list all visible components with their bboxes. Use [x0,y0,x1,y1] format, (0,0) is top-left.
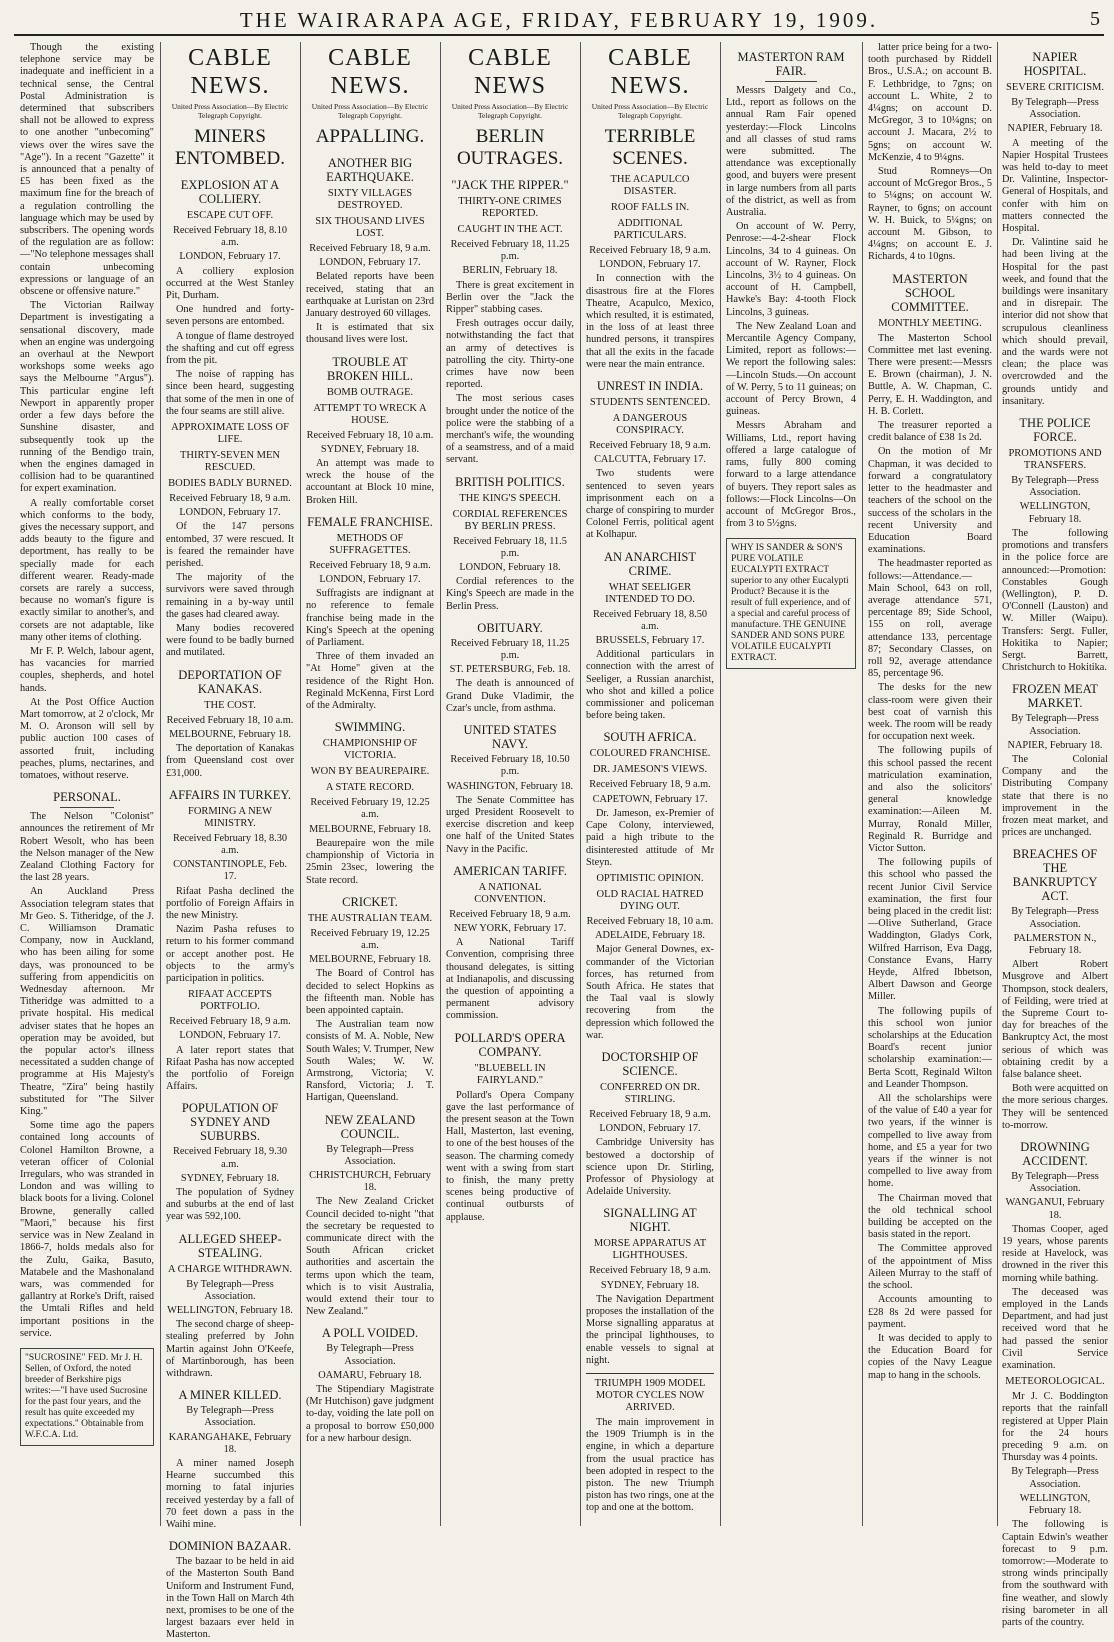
paragraph: A colliery explosion occurred at the West Stanley Pit, Durham. [166,265,294,302]
dateline: Received February 18, 9.30 a.m. [172,1146,288,1170]
dateline: Received February 18, 9 a.m. [589,440,711,452]
paragraph: The Victorian Railway Department is investigating a sensational discovery, made when an engine was undergoing an overhaul at the Newport workshops some weeks ago says the Melbourne "Argus"). This particular engine left Newport in apparently proper order a few days before the Sunshine disaster, and subsequently took up the running of the Bendigo train, when the engines damaged in collision had to be quarantined for expert examination. [20,300,154,495]
dateline: Received February 18, 9 a.m. [309,243,431,254]
headline: CRICKET. [342,894,398,909]
subheading: APPROXIMATE LOSS OF LIFE. [171,422,289,446]
headline: UNREST IN INDIA. [596,379,704,394]
headline: SWIMMING. [334,720,406,735]
paragraph: Three of them invaded an "At Home" given at the residence of the Right Hon. Reginald McKenna, First Lord of the Admiralty. [306,651,434,712]
paragraph: An attempt was made to wreck the house of the accountant at Block 10 mine, Broken Hill. [306,458,434,506]
dateline: SYDNEY, February 18. [320,443,420,455]
dateline: By Telegraph—Press Association. [1011,1466,1099,1490]
subheading: WON BY BEAUREPAIRE. [310,766,430,778]
headline: TROUBLE AT BROKEN HILL. [326,354,414,383]
dateline: By Telegraph—Press Association. [186,1278,274,1302]
subheading: FORMING A NEW MINISTRY. [187,805,272,829]
subheading: A NATIONAL CONVENTION. [474,881,546,905]
subheading: OPTIMISTIC OPINION. [596,872,704,884]
subheading: BODIES BADLY BURNED. [168,478,292,490]
paragraph: Nazim Pasha refuses to return to his former command or accept another post. He objects to the army's participation in politics. [166,924,294,984]
paragraph: It was decided to apply to the Education Board for copies of the Navy League map to hang in the schools. [868,1332,992,1381]
paragraph: The Committee approved of the appointment of Miss Aileen Murray to the staff of the school. [868,1243,992,1292]
subheading: SEVERE CRITICISM. [1005,82,1104,93]
paragraph: The Masterton School Committee met last evening. There were present:—Messrs E. Brown (chairman), J. N. Buttle, A. W. Chapman, C. Perry, E. H. Waddington, and H. B. Corlett. [868,332,992,417]
paragraph: The deportation of Kanakas from Queensland cost over £31,000. [166,743,294,779]
headline: FROZEN MEAT MARKET. [1012,682,1098,711]
paragraph: The New Zealand Cricket Council decided to-night "that the secretary be requested to communicate direct with the South African cricket authorities and ascertain the terms upon which the team, which is to visit Australia, would extend their tour to New Zealand." [306,1196,434,1318]
headline: NAPIER HOSPITAL. [1023,50,1087,78]
paragraph: The Board of Control has decided to select Hopkins as the fifteenth man. Noble has been appointed captain. [306,968,434,1016]
paragraph: There is great excitement in Berlin over the "Jack the Ripper" stabbing cases. [446,279,574,316]
dateline: SYDNEY, February 18. [600,1279,700,1291]
paragraph: In connection with the disastrous fire at the Flores Theatre, Acapulco, Mexico, which resulted, it is estimated, in the loss of at least three hundred persons, it transpires that all the exits in the facade were near the main entrance. [586,273,714,370]
dateline: By Telegraph—Press Association. [326,1143,414,1167]
paragraph: The Colonial Company and the Distributing Company state that there is no improvement in the frozen meat market, and prices are unchanged. [1002,753,1108,839]
subheading: STUDENTS SENTENCED. [589,397,711,409]
headline: AFFAIRS IN TURKEY. [169,787,291,802]
paragraph: The following promotions and transfers in the police force are announced:—Promotion: Constables Gough (Wellington), P. D. O'Connell (Lauston) and W. Miller (Waipu). Transfers: Sergt. Fuller, Hokitika to Napier; Sergt. Barrett, Christchurch to Hokitika. [1002,527,1108,674]
subheading: A DANGEROUS CONSPIRACY. [612,413,688,437]
paragraph: The Senate Committee has urged President Roosevelt to exercise discretion and keep one half of the United States Navy in the Pacific. [446,794,574,855]
cable-news-title: CABLE NEWS. [188,45,272,99]
subheading: A STATE RECORD. [325,782,415,794]
paragraph: The Chairman moved that the old technical school building be accepted on the basis stated in the report. [868,1192,992,1241]
dateline: ST. PETERSBURG, Feb. 18. [449,664,571,676]
subheading: RIFAAT ACCEPTS PORTFOLIO. [188,989,272,1013]
dateline: Received February 18, 10 a.m. [306,429,434,441]
paragraph: The main improvement in the 1909 Triumph is in the engine, in which a departure from the usual practice has been adopted in respect to the piston. The new Triumph piston has two rings, one at the top and one at the bottom. [586,1416,714,1514]
paragraph: Rifaat Pasha declined the portfolio of Foreign Affairs in the new Ministry. [166,885,294,921]
paragraph: The Stipendiary Magistrate (Mr Hutchison) gave judgment to-day, voiding the late poll on a proposal to borrow £50,000 for a new harbour design. [306,1384,434,1444]
subheading: THE KING'S SPEECH. [459,492,561,504]
paragraph: Two students were sentenced to seven years imprisonment each on a charge of conspiring to murder Colonel Ferris, political agent at Kolhapur. [586,468,714,541]
dateline: Received February 18, 8.30 a.m. [172,832,288,856]
subheading: ESCAPE CUT OFF. [186,210,274,221]
dateline: Received February 18, 9 a.m. [169,493,291,505]
cable-news-title: CABLE NEWS. [608,45,692,99]
paragraph: The following pupils of this school passed the recent matriculation examination, and also the solicitors' general knowledge examination:—Aileen M. Murray, Ronald Miller, Reginald R. Burridge and Victor Sutton. [868,745,992,854]
paragraph: Accounts amounting to £28 8s 2d were passed for payment. [868,1294,992,1330]
headline: DEPORTATION OF KANAKAS. [178,667,282,696]
dateline: By Telegraph—Press Association. [1011,713,1099,737]
paragraph: A National Tariff Convention, comprising three thousand delegates, is sitting at Indianapolis, and discussing the question of appointing a permanent advisory commission. [446,937,574,1022]
subheading: OLD RACIAL HATRED DYING OUT. [596,888,704,912]
headline: ALLEGED SHEEP-STEALING. [178,1231,282,1260]
dateline: LONDON, February 17. [179,507,281,519]
paragraph: A meeting of the Napier Hospital Trustees was held to-day to meet Dr. Valintine, Inspector-General of Hospitals, and confer with him on matters connected the Hospital. [1002,137,1108,235]
paragraph: The majority of the survivors were saved through remaining in a by-way until the gases had cleared away. [166,572,294,620]
dateline: Received February 18, 11.5 p.m. [453,535,567,559]
dateline: NAPIER, February 18. [1007,739,1103,751]
paragraph: The desks for the new class-room were given their best coat of varnish this week. The room will be ready for occupation next week. [868,682,992,743]
paragraph: The following pupils of this school who passed the recent Junior Civil Service examination, the first four being placed in the credit list:—Olive Sutherland, Grace Waddington, Gladys Cork, Wilfred Harrison, Eva Dagg, Constance Evans, Harry Heyde, Alfred Ibbetson, Albert Dawson and George Miller. [868,857,992,1003]
paragraph: Though the existing telephone service may be inadequate and inefficient in a technical sense, the Central Postal Administration is determined that subscribers shall not be allowed to express to one another "unbecoming" views over the wires save the "Age"). In a recent "Gazette" it is announced that a penalty of £5 has been fixed as the maximum fine for the breach of a regulation controlling the language which may be used by subscribers. The opening words of the regulation are as follow:—"No telephone messages shall contain unbecoming expressions or language of an obscene or offensive nature." [20,42,154,298]
paragraph: Dr. Jameson, ex-Premier of Cape Colony, interviewed, paid a high tribute to the disinterested attitude of Mr Steyn. [586,807,714,868]
headline: BERLIN OUTRAGES. [456,126,564,169]
headline: NEW ZEALAND COUNCIL. [324,1112,416,1141]
dateline: LONDON, February 17. [179,1030,281,1042]
column-8 [1002,42,1108,1628]
subheading: PROMOTIONS AND TRANSFERS. [1008,448,1102,472]
dateline: By Telegraph—Press Association. [1011,475,1099,499]
dateline: By Telegraph—Press Association. [186,1405,274,1429]
paragraph: The Navigation Department proposes the installation of the Morse signalling apparatus at the principal lighthouses, to enable vessels to signal at night. [586,1293,714,1366]
dateline: BERLIN, February 18. [462,265,558,277]
column-4 [446,42,574,1526]
paragraph: Cordial references to the King's Speech are made in the Berlin Press. [446,576,574,612]
paragraph: Some time ago the papers contained long accounts of Colonel Hamilton Browne, a veteran officer of Colonial Irregulars, who was stranded in London and was willing to black boots for a living. Colonel Browne, generally called "Maori," because his first service was in New Zealand in 1866-7, holds medals also for the Zulu, Gaika, Basuto, Matabele and the Mashonaland wars, was commended for gallantry at Rorke's Drift, raised the Umtali Rifles and held important positions in the service. [20,1120,154,1339]
paragraph: Major General Downes, ex-commander of the Victorian forces, has returned from South Africa. He states that the Taal vaal is slowly recovering from the depression which followed the war. [586,944,714,1041]
dateline: MELBOURNE, February 18. [309,823,431,835]
subheading: THE ACAPULCO DISASTER. [610,174,690,197]
section-heading: PERSONAL. [53,790,121,805]
subheading: CHAMPIONSHIP OF VICTORIA. [322,738,418,762]
headline: SIGNALLING AT NIGHT. [603,1206,697,1235]
dateline: MELBOURNE, February 18. [309,954,431,966]
paragraph: Albert Robert Musgrove and Albert Thompson, stock dealers, of Feilding, were tried at the Supreme Court to-day for breaches of the Bankruptcy Act, the most serious of which was obtaining credit by a false balance sheet. [1002,959,1108,1080]
page-number: 5 [1090,8,1100,30]
dateline: By Telegraph—Press Association. [1011,1171,1099,1195]
dateline: Received February 18, 10 a.m. [586,915,714,927]
dateline: CAPETOWN, February 17. [592,793,708,805]
dateline: Received February 19, 12.25 a.m. [310,927,430,951]
subheading: CAUGHT IN THE ACT. [457,224,563,235]
paragraph: The treasurer reported a credit balance of £38 1s 2d. [868,420,992,444]
dateline: SYDNEY, February 18. [180,1172,280,1184]
dateline: Received February 18, 8.50 a.m. [592,608,708,632]
paragraph: The Australian team now consists of M. A. Noble, New South Wales; V. Trumper, New South Wales; W. W. Armstrong, Victoria; V. Ransford, Victoria; J. T. Hartigan, Queensland. [306,1019,434,1104]
headline: FEMALE FRANCHISE. [307,514,433,529]
subheading: THE AUSTRALIAN TEAM. [307,912,433,924]
dateline: Received February 18, 10.50 p.m. [450,754,570,778]
subheading: SIX THOUSAND LIVES LOST. [315,216,425,239]
credit-line: United Press Association—By Electric Telegraph Copyright. [451,102,569,120]
paragraph: A later report states that Rifaat Pasha has now accepted the portfolio of Foreign Affairs. [166,1044,294,1093]
advertisement: WHY IS SANDER & SON'S PURE VOLATILE EUCALYPTI EXTRACT superior to any other Eucalypti Product? Because it is the result of full experience, and of a special and careful process of manufacture. THE GENUINE SANDER AND SONS PURE VOLATILE EUCALYPTI EXTRACT. [726,538,856,669]
headline: DROWNING ACCIDENT. [1020,1140,1090,1169]
paragraph: An Auckland Press Association telegram states that Mr Geo. S. Titheridge, of the J. C. Williamson Dramatic Company, now in Auckland, who has been ailing for some days, was pronounced to be suffering from appendicitis on Wednesday afternoon. Mr Titheridge was admitted to a private hospital. His medical adviser states that he hopes an operation may be avoided, but the popular actor's illness necessitated a sudden change of programme at His Majesty's Theatre, "Zira" being hastily substituted for "The Silver King." [20,886,154,1118]
paragraph: The population of Sydney and suburbs at the end of last year was 592,100. [166,1186,294,1223]
subheading: DR. JAMESON'S VIEWS. [592,764,708,776]
subheading: THIRTY-SEVEN MEN RESCUED. [180,450,280,474]
dateline: Received February 18, 9 a.m. [449,908,571,920]
headline: BRITISH POLITICS. [455,474,565,489]
paragraph: The bazaar to be held in aid of the Masterton South Band Uniform and Instrument Fund, in the Town Hall on March 4th next, promises to be one of the largest bazaars ever held in Masterton. [166,1556,294,1641]
subheading: MORSE APPARATUS AT LIGHTHOUSES. [593,1238,707,1262]
headline: SOUTH AFRICA. [603,730,697,745]
credit-line: United Press Association—By Electric Telegraph Copyright. [311,102,429,120]
paragraph: The New Zealand Loan and Mercantile Agency Company, Limited, report as follows:—We report the following sales:—Lincoln Studs.—On account of W. Perry, 5 to 11 guineas; on account of Percy Brown, 4 guineas. [726,320,856,418]
paragraph: A tongue of flame destroyed the shafting and cut off egress from the pit. [166,330,294,367]
paragraph: Thomas Cooper, aged 19 years, whose parents reside at Havelock, was drowned in the river this morning while bathing. [1002,1223,1108,1284]
headline: POPULATION OF SYDNEY AND SUBURBS. [181,1101,279,1144]
headline: APPALLING. [315,126,425,147]
paragraph: Cambridge University has bestowed a doctorship of science upon Dr. Stirling, Professor of Physiology at Adelaide University. [586,1137,714,1198]
paragraph: Suffragists are indignant at no reference to female franchise being made in the King's Speech at the opening of Parliament. [306,588,434,649]
dateline: Received February 18, 9 a.m. [589,1265,711,1277]
dateline: Received February 18, 9 a.m. [589,245,711,256]
dateline: CONSTANTINOPLE, Feb. 17. [173,859,287,883]
headline: DOMINION BAZAAR. [168,1539,292,1554]
headline: THE POLICE FORCE. [1019,416,1091,445]
paragraph: All the scholarships were of the value of £40 a year for two years, if the winner is compelled to live away from home, and £5 a year for two years if the winner is not compelled to live away from home. [868,1093,992,1190]
paragraph: A miner named Joseph Hearne succumbed this morning to fatal injuries received yesterday by a fall of 70 feet down a pass in the Waihi mine. [166,1458,294,1531]
paragraph: Additional particulars in connection with the arrest of Seeliger, a Russian anarchist, who shot and killed a police commissioner and policeman before being taken. [586,649,714,722]
paragraph: A really comfortable corset which conforms to the body, gives the necessary support, and adds beauty to the figure and deportment, has really to be specially made for each different wearer. Ready-made corsets are rarely a success, because no woman's figure is exactly similar to another's, and corsets are not adaptable, like many other items of clothing. [20,497,154,643]
paragraph: The following is Captain Edwin's weather forecast to 9 p.m. tomorrow:—Moderate to strong winds principally from the southward with fine weather, and slowly rising barometer in all parts of the country. [1002,1519,1108,1628]
dateline: LONDON, February 18. [459,562,561,574]
subheading: SIXTY VILLAGES DESTROYED. [327,188,413,211]
column-5 [586,42,714,1526]
subheading: WHAT SEELIGER INTENDED TO DO. [605,581,695,605]
dateline: MELBOURNE, February 18. [169,728,291,740]
paragraph: Both were acquitted on the more serious charges. They will be sentenced to-morrow. [1002,1083,1108,1131]
dateline: NAPIER, February 18. [1007,123,1103,135]
paragraph: Messrs Dalgety and Co., Ltd., report as follows on the annual Ram Fair opened yesterday:—Flock Lincolns and all classes of stud rams were submitted. The attendance was exceptionally good, and buyers were present in large numbers from all parts of the district, as well as from Australia. [726,85,856,219]
cable-news-title: CABLE NEWS [468,45,552,99]
dateline: PALMERSTON N., February 18. [1013,932,1097,956]
paragraph: One hundred and forty-seven persons are entombed. [166,304,294,328]
dateline: LONDON, February 17. [599,1123,701,1135]
dateline: Received February 18, 9 a.m. [169,1016,291,1028]
dateline: WELLINGTON, February 18. [167,1304,293,1316]
paragraph: The noise of rapping has since been heard, suggesting that some of the men in one of the four seams are still alive. [166,369,294,417]
dateline: By Telegraph—Press Association. [1011,97,1099,121]
cable-news-title: CABLE NEWS. [328,45,412,99]
dateline: LONDON, February 17. [599,259,701,271]
dateline: Received February 18, 8.10 a.m. [172,225,288,249]
masthead [14,6,1104,36]
paragraph: The headmaster reported as follows:—Attendance.—Main School, 643 on roll, average attendance 571, percentage 89; Side School, 155 on roll, average attendance 133, percentage 87; Secondary Classes, on roll 92, average attendance 85, percentage 96. [868,558,992,680]
dateline: Received February 18, 10 a.m. [166,714,294,726]
subheading: COLOURED FRANCHISE. [589,748,711,760]
dateline: WELLINGTON, February 18. [1019,501,1091,525]
subheading: METHODS OF SUFFRAGETTES. [329,532,411,556]
dateline: Received February 18, 11.25 p.m. [450,239,570,263]
subheading: A CHARGE WITHDRAWN. [167,1263,293,1275]
dateline: CHRISTCHURCH, February 18. [309,1169,431,1194]
paragraph: Mr F. P. Welch, labour agent, has vacancies for married couples, shepherds, and hotel hands. [20,645,154,694]
headline: TRIUMPH 1909 MODEL MOTOR CYCLES NOW ARRIVED. [594,1377,706,1413]
dateline: CALCUTTA, February 17. [594,454,706,466]
paragraph: The second charge of sheep-stealing preferred by John Martin against John O'Keefe, of Martinborough, has been withdrawn. [166,1319,294,1379]
dateline: By Telegraph—Press Association. [1011,906,1099,930]
headline: AMERICAN TARIFF. [453,863,567,878]
paragraph: Belated reports have been received, stating that an earthquake at Luristan on 23rd January destroyed 60 villages. [306,271,434,320]
dateline: Received February 18, 9 a.m. [309,559,431,571]
dateline: Received February 18, 9 a.m. [589,1108,711,1120]
credit-line: United Press Association—By Electric Telegraph Copyright. [591,102,709,120]
subheading: THE COST. [204,699,256,711]
subheading: MONTHLY MEETING. [878,317,982,329]
paragraph: Many bodies recovered were found to be badly burned and mutilated. [166,623,294,659]
paragraph: Messrs Abraham and Williams, Ltd., report having offered a large catalogue of rams, fully 800 coming forward to a large attendance of buyers. They report sales as follows:—Flock Lincolns—On account of McGregor Bros., from 3 to 5½gns. [726,420,856,530]
paragraph: The most serious cases brought under the notice of the police were the stabbing of a merchant's wife, the wounding of a seamstress, and of a maid servant. [446,393,574,466]
subheading: "JACK THE RIPPER." [451,178,569,192]
credit-line: United Press Association—By Electric Telegraph Copyright. [171,102,289,120]
headline: MASTERTON SCHOOL COMMITTEE. [891,271,969,314]
paragraph: At the Post Office Auction Mart tomorrow, at 2 o'clock, Mr M. O. Aronson will sell by public auction 100 cases of assorted fruit, including peaches, plums, nectarines, and tomatoes, without reserve. [20,696,154,781]
dateline: LONDON, February 17. [319,574,421,586]
subheading: THIRTY-ONE CRIMES REPORTED. [458,196,562,219]
paragraph: On account of W. Perry, Penrose:—4-2-shear Flock Lincolns, 34 to 4 guineas. On account of W. Rayner, Flock Lincolns, 3½ to 4 guineas. On account of H. Campbell, Hawke's Bay: 4-tooth Flock Lincolns, 3 guineas. [726,221,856,318]
dateline: Received February 18, 11.25 p.m. [450,637,570,662]
paragraph: Stud Romneys—On account of McGregor Bros., 5 to 5¼gns; on account W. Rayner, to 6gns; on account W. H. Buick, to 5¼gns; on account M. Gibson, to 4¼gns; on account E. J. Richards, 4 to 10gns. [868,166,992,263]
paragraph: The death is announced of Grand Duke Vladimir, the Czar's uncle, from asthma. [446,678,574,714]
paragraph: On the motion of Mr Chapman, it was decided to forward a congratulatory letter to the headmaster and teachers of the school on the success of the scholars in the recent University and Education Board examinations. [868,446,992,556]
paragraph: Fresh outrages occur daily, notwithstanding the fact that an army of detectives is patrolling the city. Thirty-one crimes have now been reported. [446,318,574,391]
dateline: ADELAIDE, February 18. [595,930,705,942]
dateline: LONDON, February 17. [319,257,421,269]
paragraph: The Nelson "Colonist" announces the retirement of Mr Robert Wesolt, who has been the Nelson manager of the New Zealand Clothing Factory for the last 28 years. [20,811,154,884]
paragraph: The following pupils of this school won junior scholarships at the Education Board's recent junior scholarship examination:—Berta Scott, Reginald Wilton and Leander Thompson. [868,1005,992,1090]
dateline: LONDON, February 17. [179,251,281,263]
paragraph: The deceased was employed in the Lands Department, and had just received word that he had passed the senior Civil Service examination. [1002,1286,1108,1372]
headline: AN ANARCHIST CRIME. [603,549,697,578]
paragraph: Pollard's Opera Company gave the last performance of the present season at the Town Hall, Masterton, last evening, to one of the best houses of the season. The charming comedy went with a swing from start to finish, the many pretty scenes being productive of continual outbursts of applause. [446,1089,574,1223]
dateline: WELLINGTON, February 18. [1019,1492,1091,1517]
headline: METEOROLOGICAL. [1005,1376,1105,1388]
headline: A POLL VOIDED. [321,1326,419,1341]
paragraph: latter price being for a two-tooth purchased by Riddell Bros., U.S.A.; on account B. F. Lethbridge, to 7gns; on account L. White, 2 to 4¼gns; on account D. McGregor, 3 to 10¼gns; on account J. Macara, 2½ to 5gns; on account W. McKenzie, 4 to 9¼gns. [868,42,992,163]
dateline: WANGANUI, February 18. [1005,1197,1105,1221]
paragraph: Dr. Valintine said he had been living at the Hospital for the past week, and found that the buildings were insanitary and in disrepair. The interior did not show that scrupulous cleanliness which should prevail, and the wards were not clean; the place was overcrowded and the grounds untidy and insanitary. [1002,237,1108,407]
subheading: CONFERRED ON DR. STIRLING. [599,1081,701,1105]
subheading: "BLUEBELL IN FAIRYLAND." [474,1062,546,1086]
headline: DOCTORSHIP OF SCIENCE. [601,1049,699,1078]
column-3 [306,42,434,1526]
subheading: ATTEMPT TO WRECK A HOUSE. [313,402,427,426]
headline: TERRIBLE SCENES. [604,126,696,169]
column-7 [868,42,992,1526]
paragraph: Mr J. C. Boddington reports that the rainfall registered at Upper Plain for the 24 hours preceding 9 a.m. on Thursday was 4 points. [1002,1391,1108,1464]
advertisement: "SUCROSINE" FED. Mr J. H. Sellen, of Oxford, the noted breeder of Berkshire pigs writes:—"I have used Sucrosine for the past four years, and the result has quite exceeded my expectations." Obtainable from W.F.C.A. Ltd. [20,1348,154,1446]
subheading: EXPLOSION AT A COLLIERY. [180,178,280,206]
paragraph: It is estimated that six thousand lives were lost. [306,322,434,346]
column-1 [20,42,154,1526]
subheading: ANOTHER BIG EARTHQUAKE. [326,156,414,184]
paragraph: Beaurepaire won the mile championship of Victoria in 25min 23sec, lowering the State record. [306,837,434,886]
headline: POLLARD'S OPERA COMPANY. [454,1030,566,1059]
headline: MINERS ENTOMBED. [175,126,285,169]
headline: MASTERTON RAM FAIR. [737,50,845,78]
headline: A MINER KILLED. [178,1388,282,1403]
dateline: BRUSSELS, February 17. [595,635,705,647]
headline: OBITUARY. [477,620,543,635]
subheading: ROOF FALLS IN. [610,202,690,213]
dateline: WASHINGTON, February 18. [446,780,574,792]
headline: UNITED STATES NAVY. [463,723,557,752]
subheading: BOMB OUTRAGE. [326,386,414,398]
subheading: ADDITIONAL PARTICULARS. [613,218,687,241]
dateline: KARANGAHAKE, February 18. [168,1431,292,1455]
dateline: Received February 19, 12.25 a.m. [310,797,430,821]
dateline: NEW YORK, February 17. [453,922,567,934]
subheading: CORDIAL REFERENCES BY BERLIN PRESS. [452,508,568,532]
dateline: OAMARU, February 18. [318,1369,422,1381]
paragraph: Of the 147 persons entombed, 37 were rescued. It is feared the remainder have perished. [166,521,294,570]
newspaper-title: THE WAIRARAPA AGE, FRIDAY, FEBRUARY 19, 1909. [239,8,879,32]
headline: BREACHES OF THE BANKRUPTCY ACT. [1012,847,1098,904]
dateline: By Telegraph—Press Association. [326,1343,414,1367]
column-2 [166,42,294,1641]
column-6 [726,42,856,1526]
dateline: Received February 18, 9 a.m. [589,779,711,791]
